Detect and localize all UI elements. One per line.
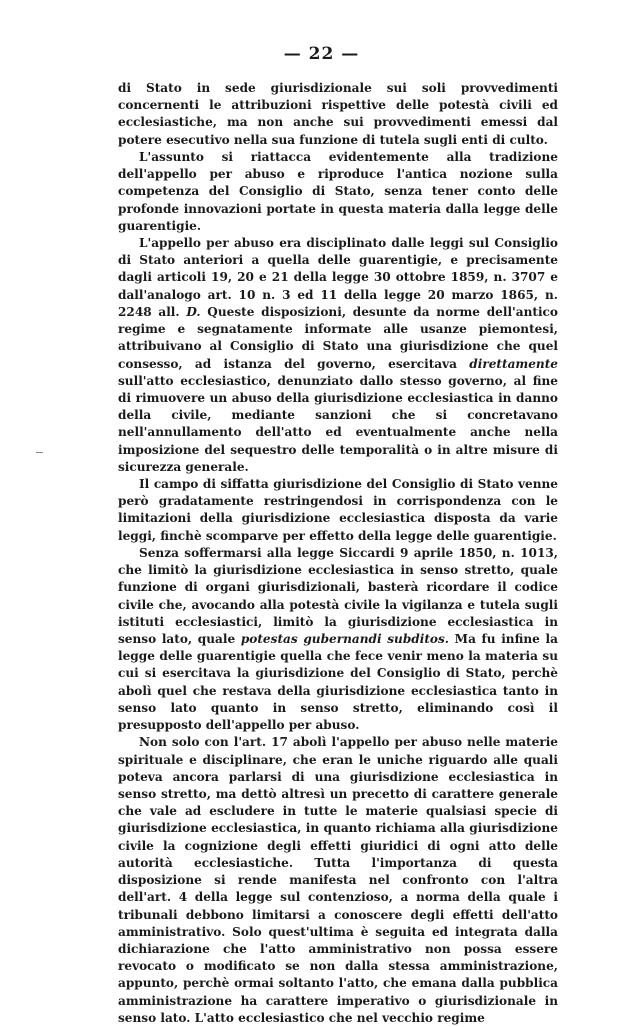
- paragraph-3: [118, 235, 558, 476]
- paragraph-1: di Stato in sede giurisdizionale sui soli provvedimenti concernenti le attribuzioni rispettive delle potestà civili ed ecclesiastiche, ma non anche sui provvedimenti emessi dal potere esecutivo nella sua funzione di tutela sugli enti di culto.: [118, 81, 558, 147]
- page-number: — 22 —: [283, 44, 360, 64]
- body-text: [118, 80, 558, 1027]
- paragraph-3-italic-a: D.: [186, 304, 201, 319]
- paragraph-3-text-c: sull'atto ecclesiastico, denunziato dallo stesso governo, al fine di rimuovere un abuso della giurisdizione ecclesiastica in danno della civile, mediante sanzioni che si concretavano nell'annullamento dell'atto ed eventualmente anche nella imposizione del sequestro delle temporalità o in altre misure di sicurezza generale.: [118, 373, 558, 474]
- paragraph-3-italic-b: direttamente: [469, 356, 558, 371]
- paragraph-5-text-b: Ma fu infine la legge delle guarentigie quella che fece venir meno la materia su cui si esercitava la giurisdizione del Consiglio di Stato, perchè abolì quel che restava della giurisdizione ecclesiastica tanto in senso lato quanto in senso stretto, eliminando così il presupposto dell'appello per abuso.: [118, 632, 558, 733]
- paragraph-5-text-a: Senza soffermarsi alla legge Siccardi 9 aprile 1850, n. 1013, che limitò la giurisdizione ecclesiastica in senso stretto, quale funzione di organi giurisdizionali, basterà ricordare il codice civile che, avocando alla potestà civile la vigilanza e tutela sugli istituti ecclesiastici, limitò la giurisdizione ecclesiastica in senso lato, quale: [118, 545, 558, 646]
- scan-mark: [36, 452, 43, 453]
- paragraph-4: Il campo di siffatta giurisdizione del Consiglio di Stato venne però gradatamente restringendosi in corrispondenza con le limitazioni della giurisdizione ecclesiastica disposta da varie leggi, finchè scomparve per effetto della legge delle guarentigie.: [118, 477, 558, 543]
- paragraph-6: Non solo con l'art. 17 abolì l'appello per abuso nelle materie spirituale e disciplinare, che eran le uniche riguardo alle quali poteva ancora parlarsi di una giurisdizione ecclesiastica in senso stretto, ma dettò altresì un precetto di carattere generale che vale ad escludere in tutte le materie qualsiasi specie di giurisdizione ecclesiastica, in quanto richiama alla giurisdizione civile la cognizione degli effetti giuridici di ogni atto delle autorità ecclesiastiche. Tutta l'importanza di questa disposizione si rende manifesta nel confronto con l'altra dell'art. 4 della legge sul contenzioso, a norma della quale i tribunali debbono limitarsi a conoscere degli effetti dell'atto amministrativo. Solo quest'ultima è seguita ed integrata dalla dichiarazione che l'atto amministrativo non possa essere revocato o modificato se non dalla stessa amministrazione, appunto, perchè ormai soltanto l'atto, che emana dalla pubblica amministrazione ha carattere imperativo o giurisdizionale in senso lato. L'atto ecclesiastico che nel vecchio regime: [118, 735, 558, 1025]
- paragraph-3-text-b: Queste disposizioni, desunte da norme dell'antico regime e segnatamente informate alle usanze piemontesi, attribuivano al Consiglio di Stato una giurisdizione che quel consesso, ad istanza del governo, esercitava: [118, 304, 558, 371]
- paragraph-3-text-a: L'appello per abuso era disciplinato dalle leggi sul Consiglio di Stato anteriori a quella delle guarentigie, e precisamente dagli articoli 19, 20 e 21 della legge 30 ottobre 1859, n. 3707 e dall'analogo art. 10 n. 3 ed 11 della legge 20 marzo 1865, n. 2248 all.: [118, 235, 558, 319]
- paragraph-5-italic-a: potestas gubernandi subditos.: [240, 632, 450, 646]
- paragraph-2: L'assunto si riattacca evidentemente alla tradizione dell'appello per abuso e riproduce l'antica nozione sulla competenza del Consiglio di Stato, senza tener conto delle profonde innovazioni portate in questa materia dalla legge delle guarentigie.: [118, 149, 558, 233]
- paragraph-5: [118, 545, 558, 734]
